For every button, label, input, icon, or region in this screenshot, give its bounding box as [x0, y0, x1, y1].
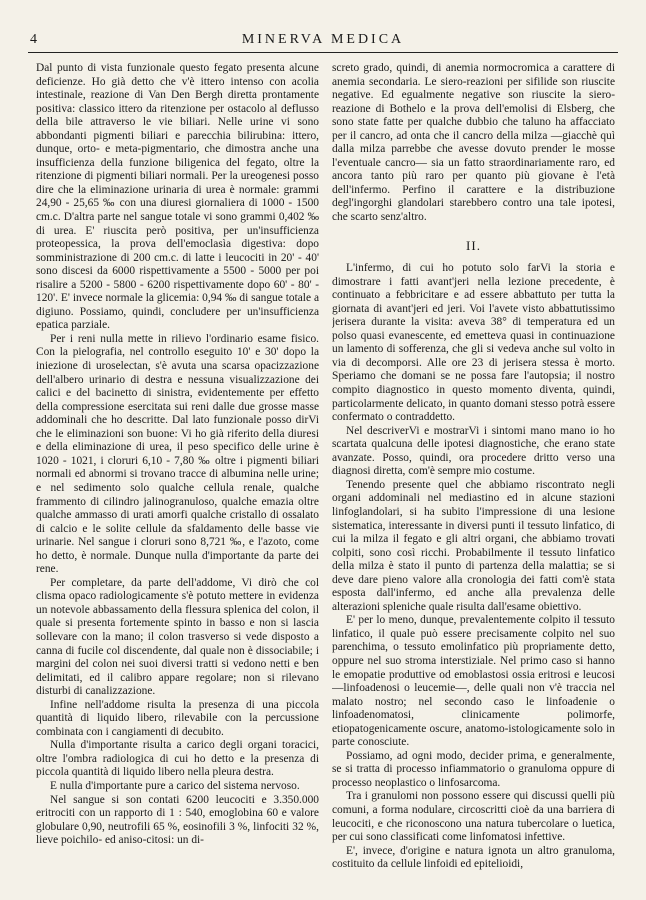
paragraph: Per completare, da parte dell'addome, Vi dirò che col clisma opaco radiologicamente s'è potuto mettere in evidenza un notevole abbassamento della flessura splenica del colon, il quale si presenta fortemente spinto in basso e non si lascia sollevare con la mano; il colon trasverso si vede disposto a canna di fucile col discendente, dal quale non è dissociabile; i margini del colon nei suoi diversi tratti si vedono netti e ben delimitati, ed il calibro appare regolare; non si rilevano disturbi di canalizzazione.: [36, 576, 319, 698]
paragraph: Per i reni nulla mette in rilievo l'ordinario esame fisico. Con la pielografia, nel controllo eseguito 10' e 30' dopo la iniezione di uroselectan, s'è avuta una scarsa opacizzazione dell'albero urinario di destra e nessuna visualizzazione dei calici e del bacinetto di sinistra, evidentemente per effetto della compressione esercitata sui reni dalle due grosse masse addominali che ho descritte. Dal lato funzionale posso dirVi che le eliminazioni son buone: Vi ho già riferito della diuresi e della eliminazione di urea, il peso specifico delle urine è 1020 - 1021, i cloruri 6,10 - 7,80 ‰ oltre i pigmenti biliari normali ed abnormi si trovano tracce di albumina nelle urine; e nel sedimento solo qualche cellula renale, qualche frammento di cilindro jalinogranuloso, qualche emazia oltre qualche ammasso di urati amorfi qualche cristallo di ossalato di calcio e le solite cellule da sfaldamento delle basse vie urinarie. Nel sangue i cloruri sono 8,721 ‰, e l'azoto, come ho detto, è normale. Dunque nulla d'importante da parte dei rene.: [36, 332, 319, 576]
page-header: [28, 30, 618, 53]
paragraph: Tra i granulomi non possono essere qui discussi quelli più comuni, a forma nodulare, circoscritti cioè da una barriera di leucociti, e che riconoscono una natura tubercolare o luetica, per cui sono classificati come linfomatosi infettive.: [332, 790, 615, 844]
paragraph: L'infermo, di cui ho potuto solo farVi la storia e dimostrare i fatti avant'jeri nella lezione precedente, è continuato a febbricitare e ad essere abbattuto per tutta la giornata di avant'jeri ed jeri. Voi l'avete visto abbattutissimo jerisera durante la visita: aveva 38° di temperatura ed un polso quasi evanescente, ed emetteva quasi in continuazione un lamento di sofferenza, che gli si vedeva anche sul volto in via di decomporsi. Alle ore 23 di jerisera stessa è morto. Speriamo che domani se ne possa fare l'autopsia; il nostro compito diagnostico in questo momento diventa, quindi, particolarmente delicato, in quanto domani stesso potrà essere confermato o contraddetto.: [332, 262, 615, 424]
journal-title: MINERVA MEDICA: [241, 32, 405, 47]
paragraph: E' per lo meno, dunque, prevalentemente colpito il tessuto linfatico, il quale può essere precisamente colpito nel suo parenchima, o tessuto emolinfatico più propriamente detto, oppure nel suo stroma interstiziale. Nel primo caso si hanno le emopatie produttive od emoblastosi ossia eritrosi e leucosi —linfoadenosi o leucemie—, delle quali non v'è traccia nel malato nostro; nel secondo caso le linfoadenie o linfoadenomatosi, clinicamente polimorfe, etiopatogenicamente oscure, anatomo-istologicamente solo in parte conosciute.: [332, 614, 615, 749]
paragraph: Infine nell'addome risulta la presenza di una piccola quantità di liquido libero, rilevabile con la percussione combinata con i cangiamenti di decubito.: [36, 698, 319, 738]
paragraph: Nel sangue si son contati 6200 leucociti e 3.350.000 eritrociti con un rapporto di 1 : 540, emoglobina 60 e valore globulare 0,90, neutrofili 65 %, eosinofili 3 %, linfociti 32 %, lieve poichilo- ed aniso-citosi: un di-: [36, 793, 319, 847]
left-column: [36, 62, 319, 892]
paragraph: Dal punto di vista funzionale questo fegato presenta alcune deficienze. Ho già detto che v'è ittero intenso con acolia intestinale, reazione di Van Den Bergh diretta prontamente positiva: classico ittero da ritenzione per ostacolo al deflusso della bile attraverso le vie biliari. Nelle urine vi sono abbondanti pigmenti biliari e parecchia bilirubina: ittero, dunque, orto- e meta-pigmentario, che dimostra anche una insufficienza della funzione biligenica del fegato, oltre la ritenzione di pigmenti biliari normali. Per la ureogenesi posso dire che la eliminazione urinaria di urea è normale: grammi 24,90 - 25,65 ‰ con una diuresi giornaliera di 1000 - 1500 cm.c. D'altra parte nel sangue totale vi sono grammi 0,402 ‰ di urea. E' riuscita però positiva, per un'insufficienza proteopessica, la prova dell'emoclasìa digestiva: dopo somministrazione di 200 cm.c. di latte i leucociti in 20' - 40' sono discesi da 6000 rispettivamente a 5500 - 5000 per poi risalire a 5200 - 5800 - 6200 rispettivamente dopo 60' - 80' - 120'. E' invece normale la glicemia: 0,94 ‰ di sangue totale a digiuno. Possiamo, quindi, concludere per un'insufficienza epatica parziale.: [36, 62, 319, 332]
paragraph: Nulla d'importante risulta a carico degli organi toracici, oltre l'ombra radiologica di cui ho detto e la presenza di piccola quantità di liquido libero nella pleura destra.: [36, 739, 319, 779]
right-column: [332, 62, 615, 892]
paragraph: Tenendo presente quel che abbiamo riscontrato negli organi addominali nel mediastino ed in alcune stazioni linfoglandolari, si ha subito l'impressione di una lesione sistematica, interessante in diversi punti il tessuto linfatico, di cui la milza il fegato e gli altri organi, che abbiamo trovati colpiti, sono così ricchi. Probabilmente il tessuto linfatico della milza è stato il punto di partenza della malattia; se si deve dare pieno valore alla cronologia dei fatti com'è stata esposta dall'infermo, ed anche alla prevalenza delle alterazioni spleniche quale risulta dall'esame obiettivo.: [332, 478, 615, 613]
paragraph: Possiamo, ad ogni modo, decider prima, e generalmente, se si tratta di processo infiammatorio o granuloma oppure di processo neoplastico o linfosarcoma.: [332, 749, 615, 789]
paragraph: E', invece, d'origine e natura ignota un altro granuloma, costituito da cellule linfoidi ed epitelioidi,: [332, 844, 615, 871]
page-number: 4: [30, 32, 37, 47]
section-heading: II.: [466, 237, 481, 253]
paragraph: E nulla d'importante pure a carico del sistema nervoso.: [50, 779, 300, 792]
paragraph: screto grado, quindi, di anemia normocromica a carattere di anemia secondaria. Le siero-reazioni per sifilide son riuscite negative. Ed egualmente negative son riuscite la siero-reazione di Bothelo e la prova dell'emolisi di Elsberg, che sono state fatte per qualche dubbio che taluno ha affacciato per il cancro, ad onta che il cancro della milza —giacchè quì dalla milza parrebbe che avesse dovuto prender le mosse l'eventuale cancro— sia un fatto straordinariamente raro, ed ancora tanto più raro per quanto più giovane è l'età dell'infermo. Perfino il carattere e la distribuzione degl'ingorghi glandolari starebbero contro una tale ipotesi, che scarto senz'altro.: [332, 62, 615, 224]
paragraph: Nel descriverVi e mostrarVi i sintomi mano mano io ho scartata qualcuna delle ipotesi diagnostiche, che erano state avanzate. Posso, quindi, ora procedere dritto verso una diagnosi diretta, com'è sempre mio costume.: [332, 424, 615, 478]
